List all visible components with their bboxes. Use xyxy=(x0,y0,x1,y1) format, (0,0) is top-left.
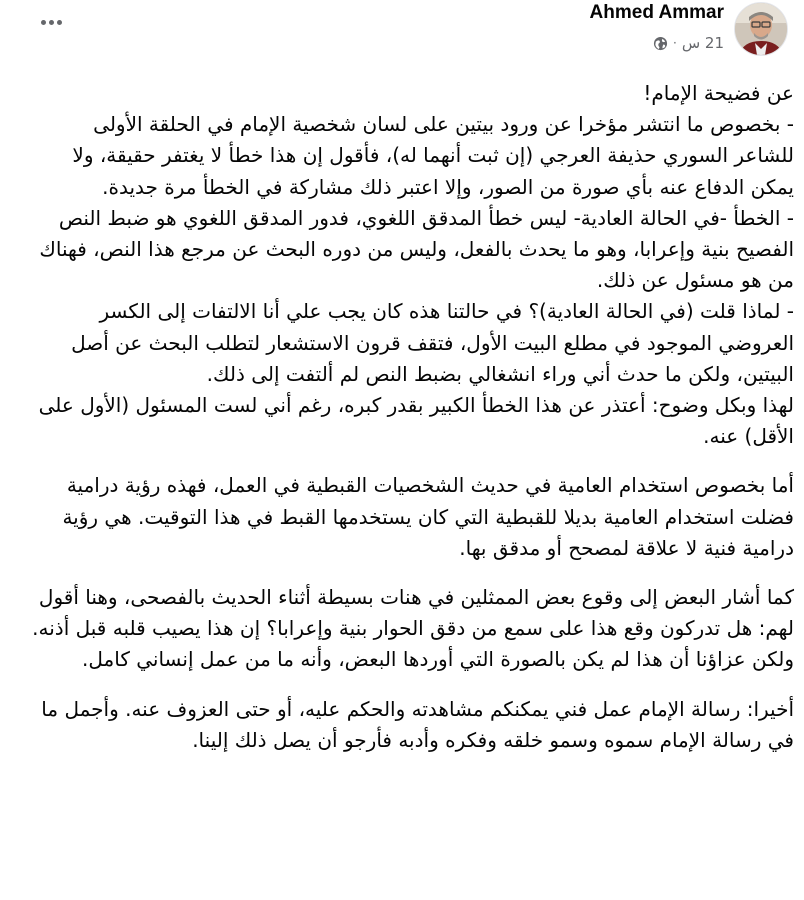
post-header xyxy=(0,0,804,72)
avatar-portrait-icon xyxy=(735,3,787,55)
post-paragraph: - بخصوص ما انتشر مؤخرا عن ورود بيتين على لسان شخصية الإمام في الحلقة الأولى للشاعر السوري حذيفة العرجي (إن ثبت أنهما له)، فأقول إن هذا خطأ لا يغتفر حقيقة، ولا يمكن الدفاع عنه بأي صورة من الصور، وإلا اعتبر ذلك مشاركة في الخطأ مرة جديدة. xyxy=(72,112,794,199)
more-options-icon xyxy=(41,20,46,25)
post-paragraph: أخيرا: رسالة الإمام عمل فني يمكنكم مشاهدته والحكم عليه، أو حتى العزوف عنه. وأجمل ما في رسالة الإمام سموه وسمو خلقه وفكره وأدبه فأرجو أن يصل ذلك إلينا. xyxy=(41,696,794,752)
post-paragraph: - الخطأ -في الحالة العادية- ليس خطأ المدقق اللغوي، فدور المدقق اللغوي هو ضبط النص الفصيح بنية وإعرابا، وهو ما يحدث بالفعل، وليس من دوره البحث عن مرجع هذا النص، فهناك من هو مسئول عن ذلك. xyxy=(39,205,794,293)
more-options-icon-dot xyxy=(57,20,62,25)
post-meta xyxy=(653,34,724,52)
post-paragraph: - لماذا قلت (في الحالة العادية)؟ في حالتنا هذه كان يجب علي أنا الالتفات إلى الكسر العروضي الموجود في مطلع البيت الأول، فتقف قرون الاستشعار لتطلب البحث عن أصل البيتين، ولكن ما حدث أني وراء انشغالي بضبط النص لم ألتفت إلى ذلك. xyxy=(71,299,794,386)
post-paragraph: أما بخصوص استخدام العامية في حديث الشخصيات القبطية في العمل، فهذه رؤية درامية فضلت استخدام العامية بديلا للقبطية التي كان يستخدمها القبط في هذا التوقيت. هي رؤية درامية فنية لا علاقة لمصحح أو مدقق بها. xyxy=(62,473,794,560)
globe-icon[interactable] xyxy=(653,36,668,51)
post-time[interactable]: 21 س xyxy=(681,34,724,52)
more-options-button[interactable] xyxy=(36,12,66,32)
more-options-icon-dot xyxy=(49,20,54,25)
author-name[interactable]: Ahmed Ammar xyxy=(589,2,724,23)
post-title: عن فضيحة الإمام! xyxy=(643,81,794,105)
post-paragraph: لهذا وبكل وضوح: أعتذر عن هذا الخطأ الكبير بقدر كبره، رغم أني لست المسئول (الأول على الأقل) عنه. xyxy=(38,393,794,449)
author-avatar[interactable] xyxy=(734,2,788,56)
meta-separator: · xyxy=(672,36,677,50)
post-paragraph: كما أشار البعض إلى وقوع بعض الممثلين في هنات بسيطة أثناء الحديث بالفصحى، وهنا أقول لهم: هل تدركون وقع هذا على سمع من دقق الحوار بنية وإعرابا؟ إن هذا يصيب قلبه قبل أذنه. ولكن عزاؤنا أن هذا لم يكن بالصورة التي أوردها البعض، وأنه ما من عمل إنساني كامل. xyxy=(32,585,794,672)
post-body xyxy=(28,78,794,756)
